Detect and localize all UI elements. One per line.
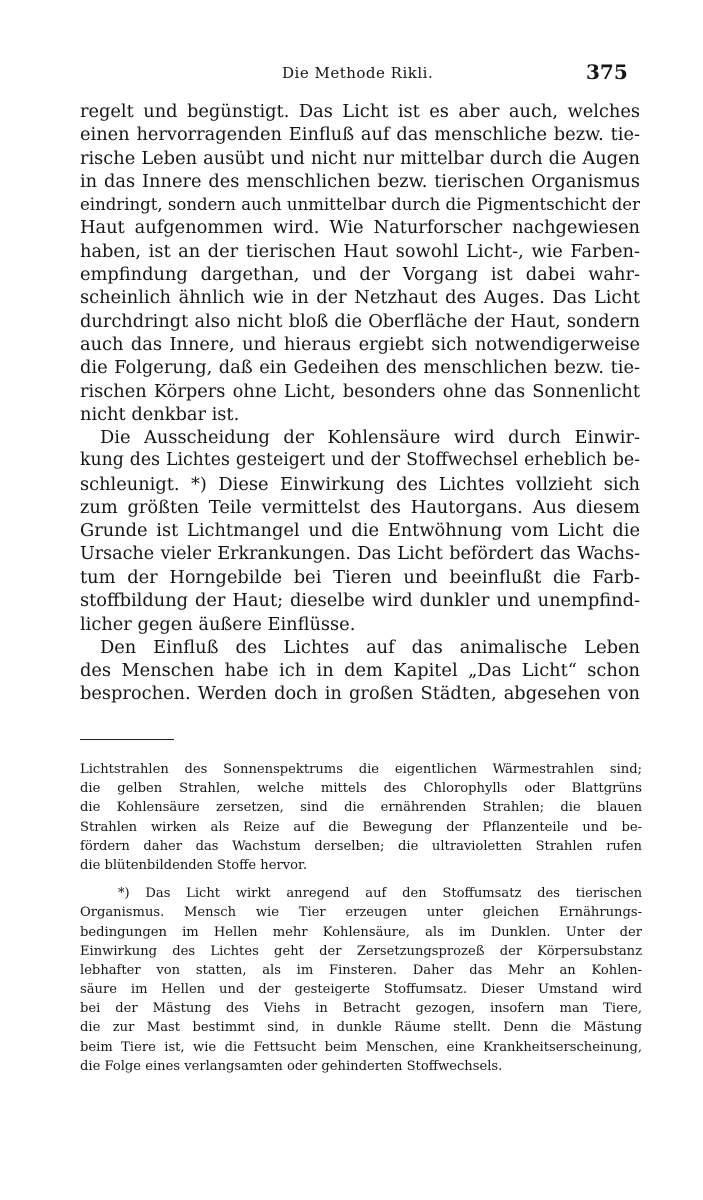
footnote-line: säure im Hellen und der gesteigerte Stoffumsatz. Dieser Umstand wird: [80, 982, 642, 998]
text-line: nicht denkbar ist.: [80, 403, 240, 425]
text-line: rischen Körpers ohne Licht, besonders ohne das Sonnenlicht: [80, 380, 640, 402]
footnote-continued: [80, 760, 642, 875]
footnote-line: Einwirkung des Lichtes geht der Zersetzungsprozeß der Körpersubstanz: [80, 943, 642, 959]
text-line: des Menschen habe ich in dem Kapitel „Das Licht“ schon: [80, 660, 640, 682]
text-line: empfindung dargethan, und der Vorgang ist dabei wahr-: [80, 264, 640, 286]
footnote-line: bedingungen im Hellen mehr Kohlensäure, als im Dunklen. Unter der: [80, 924, 642, 940]
footnote-line: Lichtstrahlen des Sonnenspektrums die eigentlichen Wärmestrahlen sind;: [80, 762, 642, 777]
footnotes: [80, 760, 642, 1076]
text-line: Grunde ist Lichtmangel und die Entwöhnung vom Licht die: [80, 520, 640, 542]
footnote-line: die Folge eines verlangsamten oder gehinderten Stoffwechsels.: [80, 1058, 503, 1074]
text-line: eindringt, sondern auch unmittelbar durch die Pigmentschicht der: [80, 195, 640, 215]
text-line: Haut aufgenommen wird. Wie Naturforscher nachgewiesen: [80, 217, 640, 239]
text-line: die Folgerung, daß ein Gedeihen des menschlichen bezw. tie-: [80, 357, 640, 379]
text-line: Den Einfluß des Lichtes auf das animalische Leben: [100, 636, 640, 658]
text-line: regelt und begünstigt. Das Licht ist es aber auch, welches: [80, 101, 640, 122]
text-line: auch das Innere, und hieraus ergiebt sich notwendigerweise: [80, 333, 640, 355]
footnote-line: bei der Mästung des Viehs in Betracht gezogen, insofern man Tiere,: [80, 1001, 642, 1017]
text-line: einen hervorragenden Einfluß auf das menschliche bezw. tie-: [80, 124, 640, 146]
footnote-line: die gelben Strahlen, welche mittels des Chlorophylls oder Blattgrüns: [80, 781, 642, 797]
text-line: rische Leben ausübt und nicht nur mittelbar durch die Augen: [80, 147, 640, 169]
footnote-line: Organismus. Mensch wie Tier erzeugen unter gleichen Ernährungs-: [80, 905, 642, 921]
text-line: zum größten Teile vermittelst des Hautorgans. Aus diesem: [80, 497, 640, 519]
text-line: kung des Lichtes gesteigert und der Stoffwechsel erheblich be-: [80, 450, 640, 471]
page-number: 375: [586, 60, 628, 84]
text-line: tum der Horngebilde bei Tieren und beeinflußt die Farb-: [80, 566, 640, 588]
footnote-gap: [80, 875, 642, 884]
text-line: schleunigt. *) Diese Einwirkung des Lichtes vollzieht sich: [80, 473, 640, 495]
footnote-separator: [80, 739, 174, 740]
text-line: Ursache vieler Erkrankungen. Das Licht befördert das Wachs-: [80, 543, 640, 564]
text-line: scheinlich ähnlich wie in der Netzhaut des Auges. Das Licht: [80, 287, 640, 309]
footnote-line: fördern daher das Wachstum derselben; die ultravioletten Strahlen rufen: [80, 838, 642, 854]
footnote-line: beim Tiere ist, wie die Fettsucht beim Menschen, eine Krankheitserscheinung,: [80, 1039, 642, 1055]
text-line: haben, ist an der tierischen Haut sowohl Licht-, wie Farben-: [80, 240, 640, 262]
running-title: Die Methode Rikli.: [282, 64, 434, 82]
text-line: Die Ausscheidung der Kohlensäure wird durch Einwir-: [100, 427, 640, 449]
footnote-line: Strahlen wirken als Reize auf die Bewegung der Pflanzenteile und be-: [80, 819, 642, 835]
footnote-line: die zur Mast bestimmt sind, in dunkle Räume stellt. Denn die Mästung: [80, 1020, 642, 1036]
page-header: [0, 60, 703, 90]
text-line: licher gegen äußere Einflüsse.: [80, 613, 356, 635]
footnote-star: [80, 884, 642, 1076]
main-text: [80, 100, 640, 706]
text-line: durchdringt also nicht bloß die Oberfläche der Haut, sondern: [80, 310, 640, 332]
text-line: besprochen. Werden doch in großen Städten, abgesehen von: [80, 683, 640, 705]
footnote-line: lebhafter von statten, als im Finsteren. Daher das Mehr an Kohlen-: [80, 962, 642, 978]
footnote-line: *) Das Licht wirkt anregend auf den Stoffumsatz des tierischen: [118, 886, 642, 902]
footnote-line: die Kohlensäure zersetzen, sind die ernährenden Strahlen; die blauen: [80, 800, 642, 816]
text-line: in das Innere des menschlichen bezw. tierischen Organismus: [80, 170, 640, 192]
text-line: stoffbildung der Haut; dieselbe wird dunkler und unempfind-: [80, 590, 640, 612]
footnote-line: die blütenbildenden Stoffe hervor.: [80, 857, 308, 873]
